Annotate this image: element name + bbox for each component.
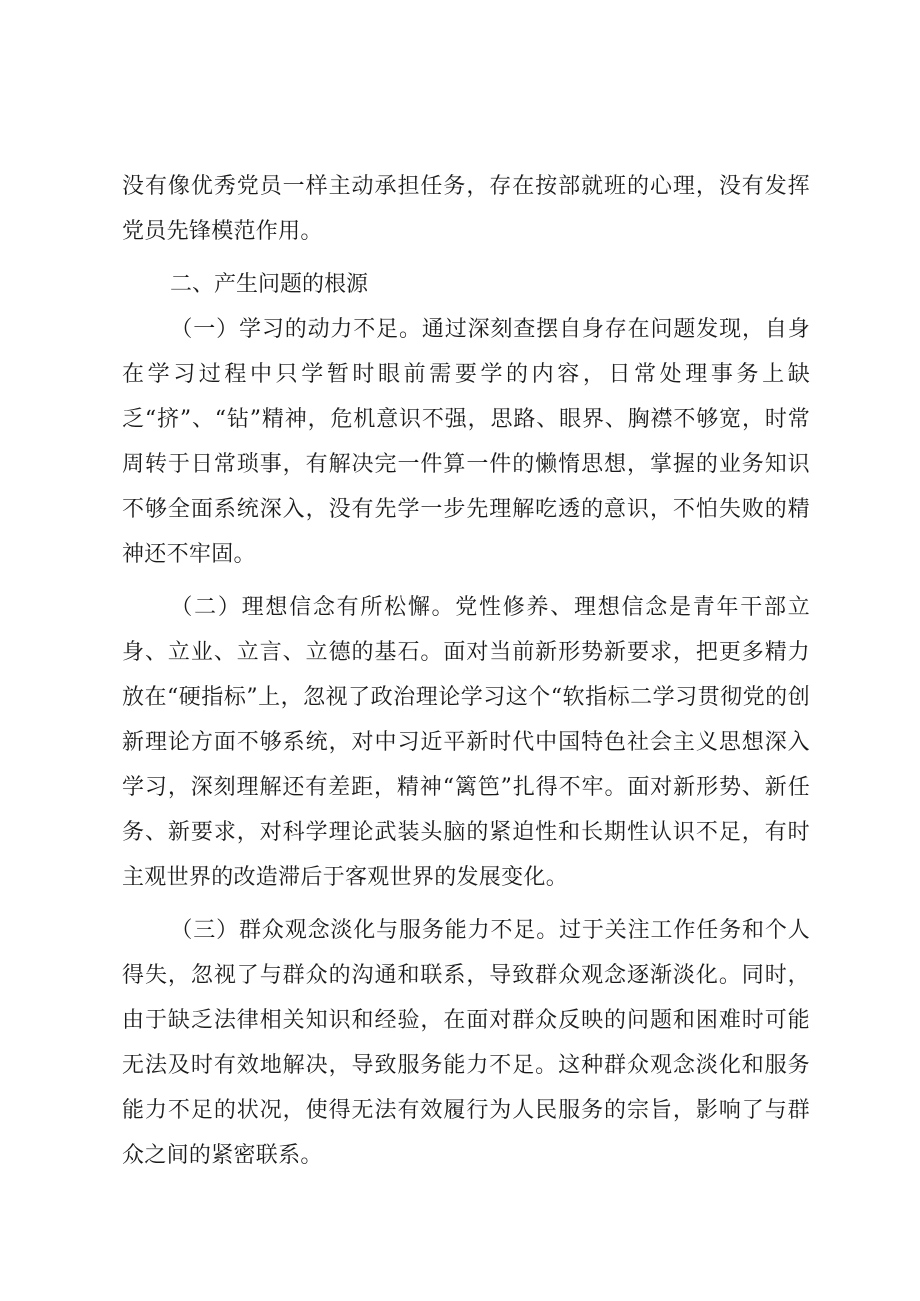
paragraph-2: （二）理想信念有所松懈。党性修养、理想信念是青年干部立身、立业、立言、立德的基石。面对当前新形势新要求，把更多精力放在“硬指标”上，忽视了政治理论学习这个“软指标二学习贯彻党的创新理论方面不够系统，对中习近平新时代中国特色社会主义思想深入学习，深刻理解还有差距，精神“篱笆”扎得不牢。面对新形势、新任务、新要求，对科学理论武装头脑的紧迫性和长期性认识不足，有时主观世界的改造滞后于客观世界的发展变化。 — [122, 595, 810, 890]
continuation-paragraph: 没有像优秀党员一样主动承担任务，存在按部就班的心理，没有发挥党员先锋模范作用。 — [122, 174, 810, 244]
section-heading: 二、产生问题的根源 — [170, 272, 369, 297]
paragraph-3: （三）群众观念淡化与服务能力不足。过于关注工作任务和个人得失，忽视了与群众的沟通和联系，导致群众观念逐渐淡化。同时，由于缺乏法律相关知识和经验，在面对群众反映的问题和困难时可能无法及时有效地解决，导致服务能力不足。这种群众观念淡化和服务能力不足的状况，使得无法有效履行为人民服务的宗旨，影响了与群众之间的紧密联系。 — [122, 918, 810, 1168]
document-body — [122, 164, 810, 1186]
paragraph-1: （一）学习的动力不足。通过深刻查摆自身存在问题发现，自身在学习过程中只学暂时眼前需要学的内容，日常处理事务上缺乏“挤”、“钻”精神，危机意识不强，思路、眼界、胸襟不够宽，时常周转于日常琐事，有解决完一件算一件的懒惰思想，掌握的业务知识不够全面系统深入，没有先学一步先理解吃透的意识，不怕失败的精神还不牢固。 — [122, 317, 810, 567]
